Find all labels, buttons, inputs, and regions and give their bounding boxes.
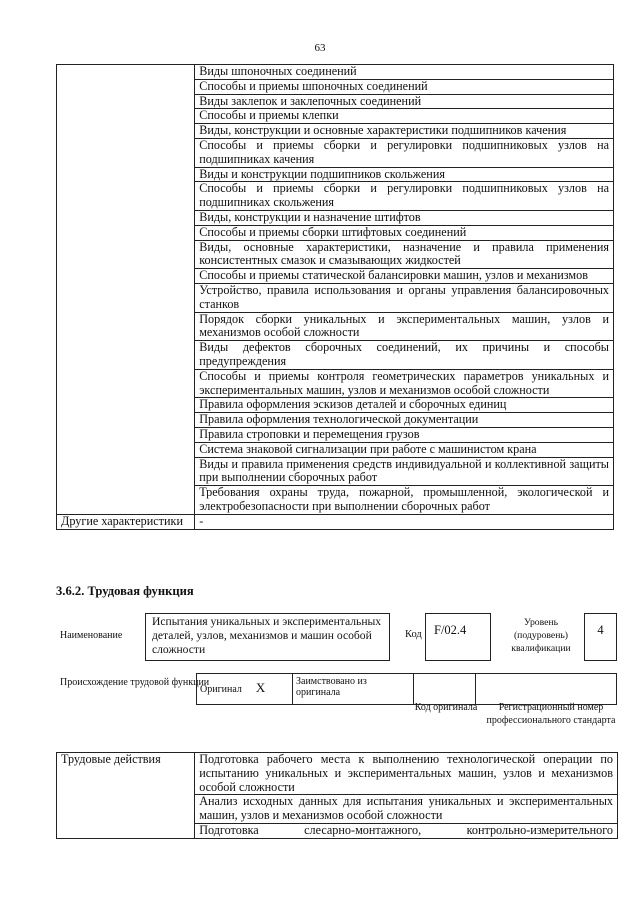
table-cell: Подготовка рабочего места к выполнению технологической операции по испытанию уникальных и экспериментальных машин, узлов и механизмов особой сложности [195,753,618,795]
origin-table [196,673,617,705]
table-cell: Порядок сборки уникальных и экспериментальных машин, узлов и механизмов особой сложности [195,312,614,341]
code-box: F/02.4 [425,613,491,661]
table-cell: Способы и приемы сборки и регулировки подшипниковых узлов на подшипниках качения [195,138,614,167]
table-cell: Виды заклепок и заклепочных соединений [195,94,614,109]
table-cell: Устройство, правила использования и органы управления балансировочных станков [195,283,614,312]
table-cell: Виды шпоночных соединений [195,65,614,80]
table-row [57,753,618,795]
level-label: Уровень (подуровень) квалификации [511,617,571,654]
page-number: 63 [314,42,326,54]
original-code-cell [414,674,476,705]
actions-label: Трудовые действия [57,753,195,839]
name-label: Наименование [60,630,123,641]
table-row [57,65,614,80]
original-label: Оригинал [200,684,242,696]
other-characteristics-label: Другие характеристики [57,514,195,529]
borrowed-label: Заимствовано из оригинала [293,674,414,705]
table-cell: Правила оформления эскизов деталей и сборочных единиц [195,398,614,413]
table-cell: Система знаковой сигнализации при работе с машинистом крана [195,442,614,457]
code-caption: Код оригинала [414,702,478,713]
label-cell-empty [57,65,195,515]
table-cell: Способы и приемы контроля геометрических параметров уникальных и экспериментальных машин, узлов и механизмов особой сложности [195,369,614,398]
other-characteristics-value: - [195,514,614,529]
original-cell [197,674,293,705]
table-cell: Способы и приемы шпоночных соединений [195,79,614,94]
code-label: Код [405,629,422,640]
table-cell: Виды, основные характеристики, назначение и правила применения консистентных смазок и смазывающих жидкостей [195,240,614,269]
table-row [197,674,617,705]
level-box: 4 [584,613,617,661]
table-cell: Анализ исходных данных для испытания уникальных и экспериментальных машин, узлов и механизмов особой сложности [195,795,618,824]
function-name-box: Испытания уникальных и экспериментальных деталей, узлов, механизмов и машин особой сложности [145,613,390,661]
table-row [57,514,614,529]
table-cell: Виды дефектов сборочных соединений, их причины и способы предупреждения [195,341,614,370]
table-cell: Способы и приемы сборки штифтовых соединений [195,225,614,240]
table-cell: Правила оформления технологической документации [195,413,614,428]
table-cell: Способы и приемы сборки и регулировки подшипниковых узлов на подшипниках скольжения [195,182,614,211]
table-cell: Виды, конструкции и назначение штифтов [195,210,614,225]
table-cell: Виды и правила применения средств индивидуальной и коллективной защиты при выполнении сборочных работ [195,457,614,486]
original-mark: X [255,680,266,696]
table-cell: Виды и конструкции подшипников скольжения [195,167,614,182]
table-cell: Требования охраны труда, пожарной, промышленной, экологической и электробезопасности при выполнении сборочных работ [195,486,614,515]
table-cell: Подготовка слесарно-монтажного, контрольно-измерительного [195,823,618,838]
reg-number-cell [476,674,617,705]
table-cell: Способы и приемы клепки [195,109,614,124]
table-cell: Правила строповки и перемещения грузов [195,427,614,442]
origin-label: Происхождение трудовой функции [60,677,210,688]
table-cell: Виды, конструкции и основные характеристики подшипников качения [195,124,614,139]
actions-table [56,752,618,839]
section-title: 3.6.2. Трудовая функция [56,584,194,598]
table-cell: Способы и приемы статической балансировки машин, узлов и механизмов [195,269,614,284]
reg-caption: Регистрационный номер профессионального стандарта [486,702,616,726]
knowledge-table [56,64,614,530]
